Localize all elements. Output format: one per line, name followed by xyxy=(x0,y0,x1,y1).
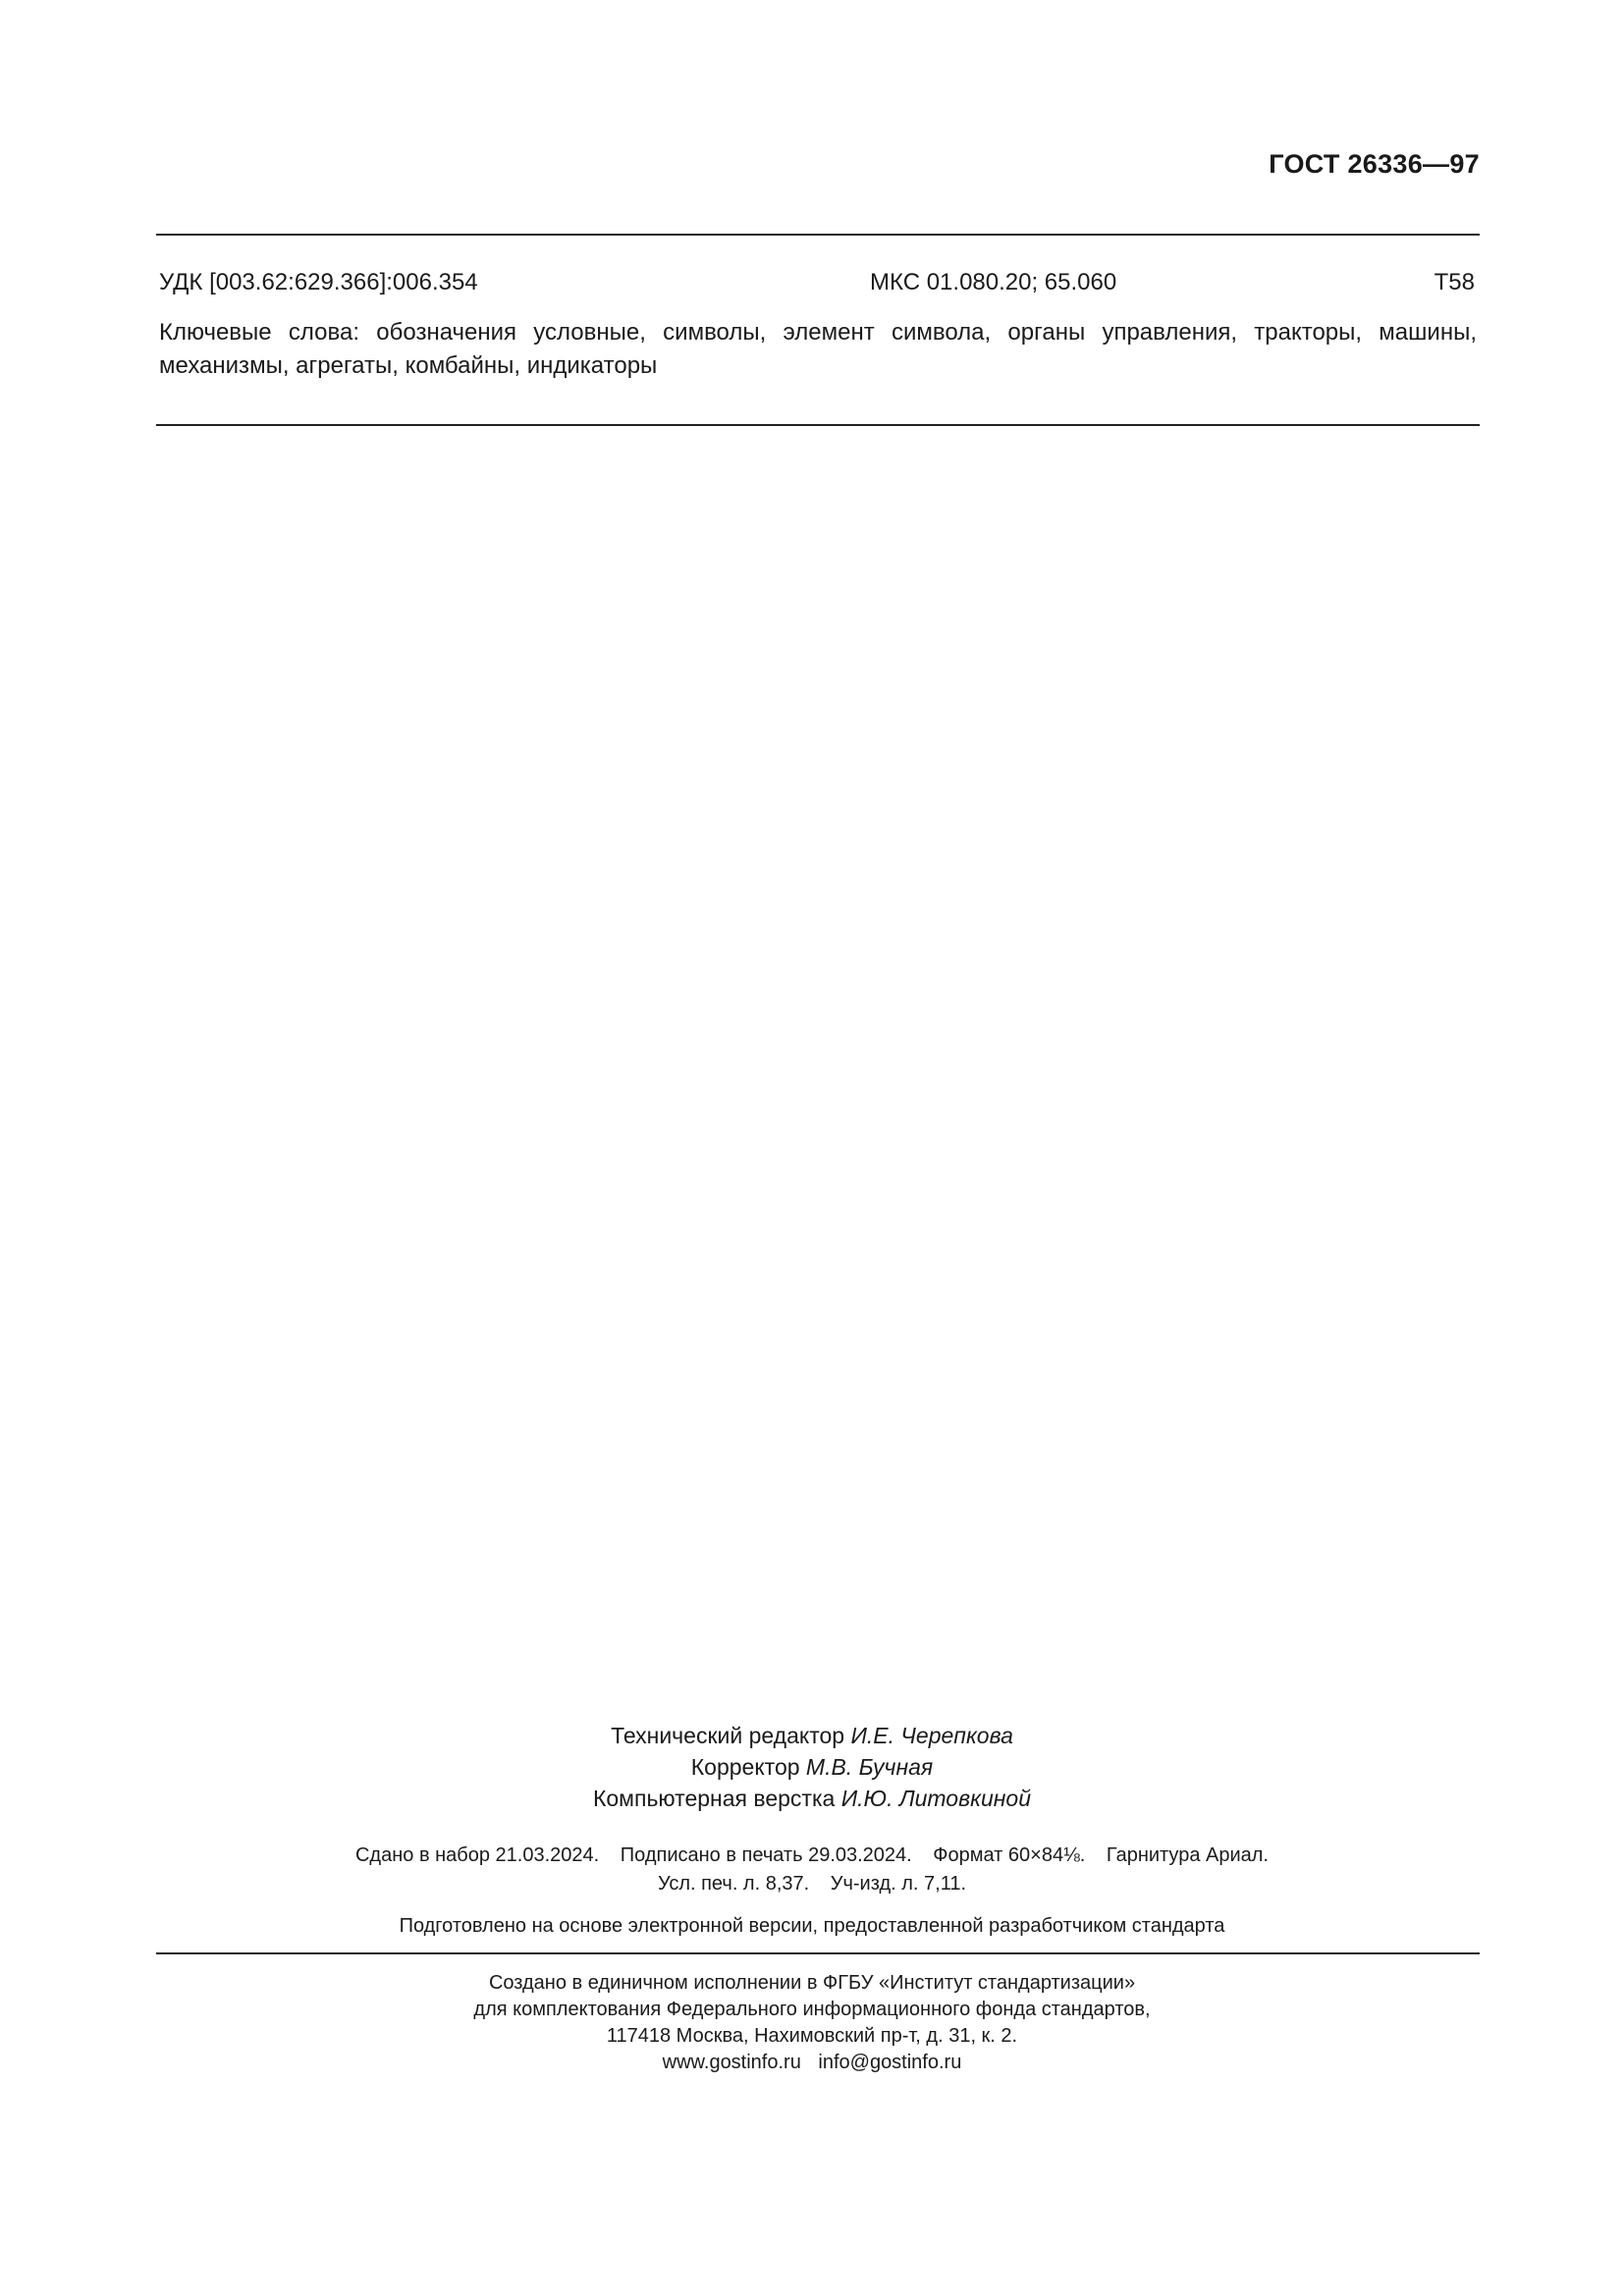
keywords xyxy=(159,316,1477,383)
prepared-note: Подготовлено на основе электронной версии, предоставленной разработчиком стандарта xyxy=(399,1915,1225,1937)
mks-code: МКС 01.080.20; 65.060 xyxy=(870,269,1117,295)
imprint xyxy=(0,1842,1624,1898)
print-sheets: Усл. печ. л. 8,37. xyxy=(657,1873,810,1895)
keywords-divider xyxy=(156,424,1480,426)
classification-row xyxy=(159,269,1477,302)
keywords-label: Ключевые слова: xyxy=(159,319,360,346)
publishing-sheets: Уч-изд. л. 7,11. xyxy=(830,1873,967,1895)
production-line-2: для комплектования Федерального информационного фонда стандартов, xyxy=(473,1999,1151,2020)
imprint-line-1 xyxy=(0,1842,1624,1870)
credit-name: И.Е. Черепкова xyxy=(850,1723,1013,1748)
imprint-line-2 xyxy=(0,1870,1624,1898)
website-link[interactable]: www.gostinfo.ru xyxy=(662,2052,801,2073)
production-line-1: Создано в единичном исполнении в ФГБУ «Институт стандартизации» xyxy=(488,1972,1136,1994)
production-address: 117418 Москва, Нахимовский пр-т, д. 31, к. 2. xyxy=(606,2025,1018,2047)
credit-name: М.В. Бучная xyxy=(805,1754,934,1780)
top-divider xyxy=(156,234,1480,236)
submitted-date: Сдано в набор 21.03.2024. xyxy=(354,1844,600,1866)
credit-line-tech-editor xyxy=(0,1720,1624,1751)
credit-role: Корректор xyxy=(690,1754,800,1780)
credit-role: Технический редактор xyxy=(611,1723,845,1748)
paper-format: Формат 60×84⅛. xyxy=(933,1844,1086,1866)
keywords-text: обозначения условные, символы, элемент символа, органы управления, тракторы, машины, механизмы, агрегаты, комбайны, индикаторы xyxy=(159,319,1477,379)
document-code: ГОСТ 26336—97 xyxy=(1269,149,1480,179)
credit-line-corrector xyxy=(0,1751,1624,1783)
t-code: Т58 xyxy=(1434,269,1475,295)
credit-name: И.Ю. Литовкиной xyxy=(840,1786,1031,1811)
typeface: Гарнитура Ариал. xyxy=(1106,1844,1269,1866)
email-link[interactable]: info@gostinfo.ru xyxy=(818,2052,962,2073)
production-contacts xyxy=(0,2050,1624,2076)
udk-code: УДК [003.62:629.366]:006.354 xyxy=(159,269,478,295)
credit-line-layout xyxy=(0,1783,1624,1814)
credit-role: Компьютерная верстка xyxy=(592,1786,836,1811)
production-info xyxy=(0,1970,1624,2076)
signed-date: Подписано в печать 29.03.2024. xyxy=(620,1844,912,1866)
bottom-divider xyxy=(156,1952,1480,1954)
credits xyxy=(0,1720,1624,1814)
